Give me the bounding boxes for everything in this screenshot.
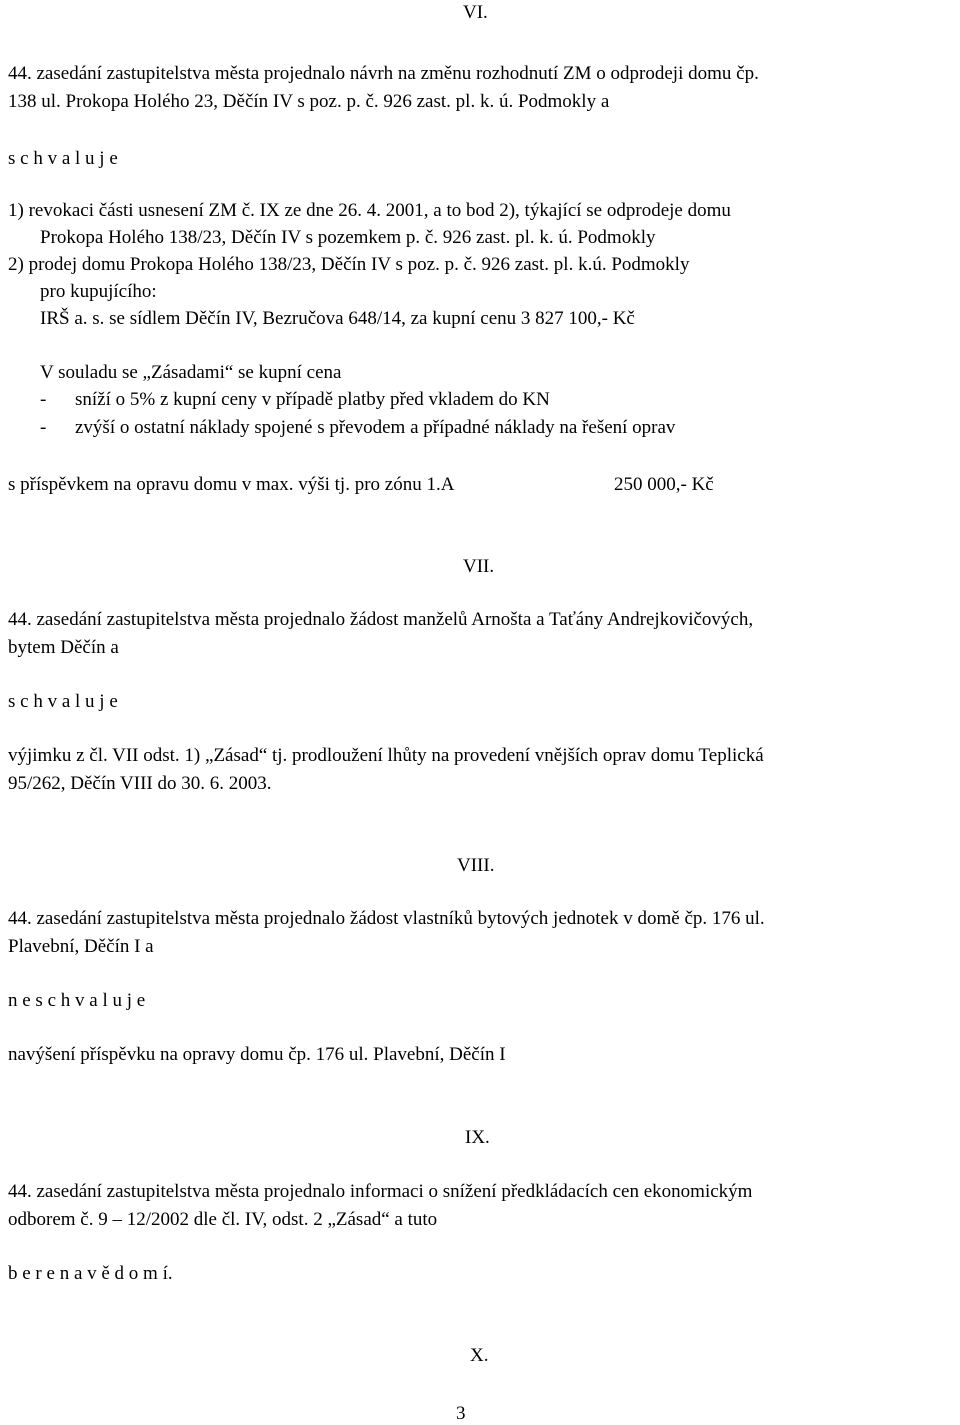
section-vi-contribution-text: s příspěvkem na opravu domu v max. výši tj. pro zónu 1.A [8,474,455,495]
section-viii-heading: VIII. [457,855,495,876]
section-vi-item2-line3: IRŠ a. s. se sídlem Děčín IV, Bezručova 648/14, za kupní cenu 3 827 100,- Kč [40,308,635,329]
section-vi-item2-line2: pro kupujícího: [40,281,157,302]
section-vi-para-line1: V souladu se „Zásadami“ se kupní cena [40,362,342,383]
section-vi-contribution-amount: 250 000,- Kč [614,474,714,495]
section-vii-line1: 44. zasedání zastupitelstva města projednalo žádost manželů Arnošta a Taťány Andrejkovičových, [8,609,754,630]
section-viii-line3: navýšení příspěvku na opravy domu čp. 176 ul. Plavební, Děčín I [8,1044,506,1065]
section-ix-line1: 44. zasedání zastupitelstva města projednalo informaci o snížení předkládacích cen ekonomickým [8,1181,753,1202]
section-vi-item1-line2: Prokopa Holého 138/23, Děčín IV s pozemkem p. č. 926 zast. pl. k. ú. Podmokly [40,227,656,248]
section-vi-bullet2: zvýší o ostatní náklady spojené s převodem a případné náklady na řešení oprav [75,417,676,438]
section-vi-bullet1: sníží o 5% z kupní ceny v případě platby před vkladem do KN [75,389,550,410]
page-number: 3 [456,1403,466,1424]
section-viii-line1: 44. zasedání zastupitelstva města projednalo žádost vlastníků bytových jednotek v domě čp. 176 ul. [8,908,765,929]
section-vi-item2-line1: 2) prodej domu Prokopa Holého 138/23, Děčín IV s poz. p. č. 926 zast. pl. k.ú. Podmokly [8,254,690,275]
section-vi-verdict: s c h v a l u j e [8,148,118,169]
section-vi-intro-line1: 44. zasedání zastupitelstva města projednalo návrh na změnu rozhodnutí ZM o odprodeji domu čp. [8,63,759,84]
section-viii-verdict: n e s c h v a l u j e [8,990,146,1011]
section-vii-line3: výjimku z čl. VII odst. 1) „Zásad“ tj. prodloužení lhůty na provedení vnějších oprav domu Teplická [8,745,764,766]
section-ix-verdict: b e r e n a v ě d o m í. [8,1263,173,1284]
section-viii-line2: Plavební, Děčín I a [8,936,154,957]
section-vii-line2: bytem Děčín a [8,637,119,658]
section-ix-heading: IX. [465,1127,490,1148]
bullet-dash-2: - [40,417,47,438]
section-x-heading: X. [470,1345,489,1366]
section-vi-intro-line2: 138 ul. Prokopa Holého 23, Děčín IV s poz. p. č. 926 zast. pl. k. ú. Podmokly a [8,91,610,112]
section-vii-verdict: s c h v a l u j e [8,691,118,712]
section-vi-heading: VI. [463,2,488,23]
section-vi-item1-line1: 1) revokaci části usnesení ZM č. IX ze dne 26. 4. 2001, a to bod 2), týkající se odprodeje domu [8,200,731,221]
section-vii-heading: VII. [463,556,495,577]
section-vii-line4: 95/262, Děčín VIII do 30. 6. 2003. [8,773,272,794]
section-ix-line2: odborem č. 9 – 12/2002 dle čl. IV, odst. 2 „Zásad“ a tuto [8,1209,438,1230]
bullet-dash-1: - [40,389,47,410]
